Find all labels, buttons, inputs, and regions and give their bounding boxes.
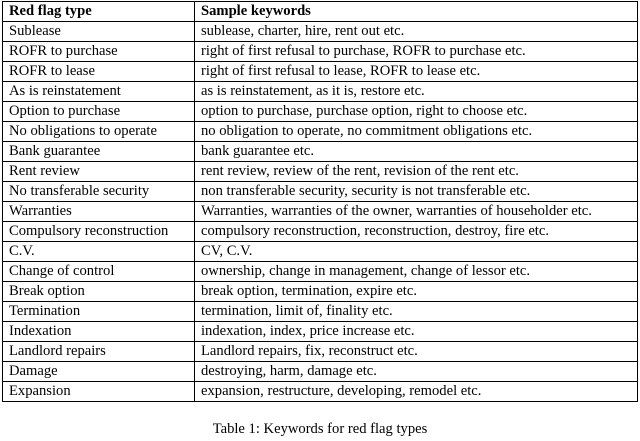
sample-keywords-cell: right of first refusal to purchase, ROFR to purchase etc. — [195, 42, 638, 62]
sample-keywords-cell: as is reinstatement, as it is, restore etc. — [195, 82, 638, 102]
red-flag-type-cell: Rent review — [3, 162, 195, 182]
header-sample-keywords: Sample keywords — [195, 2, 638, 22]
header-red-flag-type: Red flag type — [3, 2, 195, 22]
table-row — [3, 382, 638, 402]
table-row — [3, 322, 638, 342]
red-flag-type-cell: Indexation — [3, 322, 195, 342]
red-flag-type-cell: Compulsory reconstruction — [3, 222, 195, 242]
sample-keywords-cell: CV, C.V. — [195, 242, 638, 262]
table-row — [3, 62, 638, 82]
keywords-table — [2, 1, 638, 402]
red-flag-type-cell: Sublease — [3, 22, 195, 42]
red-flag-type-cell: Option to purchase — [3, 102, 195, 122]
red-flag-type-cell: Expansion — [3, 382, 195, 402]
sample-keywords-cell: no obligation to operate, no commitment obligations etc. — [195, 122, 638, 142]
sample-keywords-cell: bank guarantee etc. — [195, 142, 638, 162]
sample-keywords-cell: termination, limit of, finality etc. — [195, 302, 638, 322]
red-flag-type-cell: Termination — [3, 302, 195, 322]
red-flag-type-cell: Bank guarantee — [3, 142, 195, 162]
table-row — [3, 302, 638, 322]
sample-keywords-cell: break option, termination, expire etc. — [195, 282, 638, 302]
red-flag-type-cell: ROFR to purchase — [3, 42, 195, 62]
sample-keywords-cell: expansion, restructure, developing, remodel etc. — [195, 382, 638, 402]
table-row — [3, 202, 638, 222]
table-body — [3, 22, 638, 402]
red-flag-type-cell: ROFR to lease — [3, 62, 195, 82]
sample-keywords-cell: Landlord repairs, fix, reconstruct etc. — [195, 342, 638, 362]
table-row — [3, 282, 638, 302]
table-row — [3, 22, 638, 42]
table-row — [3, 262, 638, 282]
sample-keywords-cell: rent review, review of the rent, revision of the rent etc. — [195, 162, 638, 182]
table-row — [3, 102, 638, 122]
red-flag-type-cell: No transferable security — [3, 182, 195, 202]
sample-keywords-cell: destroying, harm, damage etc. — [195, 362, 638, 382]
sample-keywords-cell: right of first refusal to lease, ROFR to lease etc. — [195, 62, 638, 82]
table-caption: Table 1: Keywords for red flag types — [212, 421, 428, 437]
table-header-row — [3, 2, 638, 22]
red-flag-type-cell: As is reinstatement — [3, 82, 195, 102]
table-row — [3, 162, 638, 182]
red-flag-type-cell: C.V. — [3, 242, 195, 262]
sample-keywords-cell: sublease, charter, hire, rent out etc. — [195, 22, 638, 42]
table-row — [3, 42, 638, 62]
table-row — [3, 182, 638, 202]
red-flag-type-cell: Damage — [3, 362, 195, 382]
sample-keywords-cell: indexation, index, price increase etc. — [195, 322, 638, 342]
table-row — [3, 342, 638, 362]
table-row — [3, 242, 638, 262]
sample-keywords-cell: Warranties, warranties of the owner, warranties of householder etc. — [195, 202, 638, 222]
table-row — [3, 82, 638, 102]
keywords-table-container — [2, 1, 638, 402]
table-row — [3, 122, 638, 142]
table-row — [3, 142, 638, 162]
red-flag-type-cell: Break option — [3, 282, 195, 302]
red-flag-type-cell: Warranties — [3, 202, 195, 222]
sample-keywords-cell: compulsory reconstruction, reconstruction, destroy, fire etc. — [195, 222, 638, 242]
table-row — [3, 362, 638, 382]
sample-keywords-cell: option to purchase, purchase option, right to choose etc. — [195, 102, 638, 122]
red-flag-type-cell: Landlord repairs — [3, 342, 195, 362]
sample-keywords-cell: ownership, change in management, change of lessor etc. — [195, 262, 638, 282]
red-flag-type-cell: Change of control — [3, 262, 195, 282]
red-flag-type-cell: No obligations to operate — [3, 122, 195, 142]
table-row — [3, 222, 638, 242]
sample-keywords-cell: non transferable security, security is not transferable etc. — [195, 182, 638, 202]
